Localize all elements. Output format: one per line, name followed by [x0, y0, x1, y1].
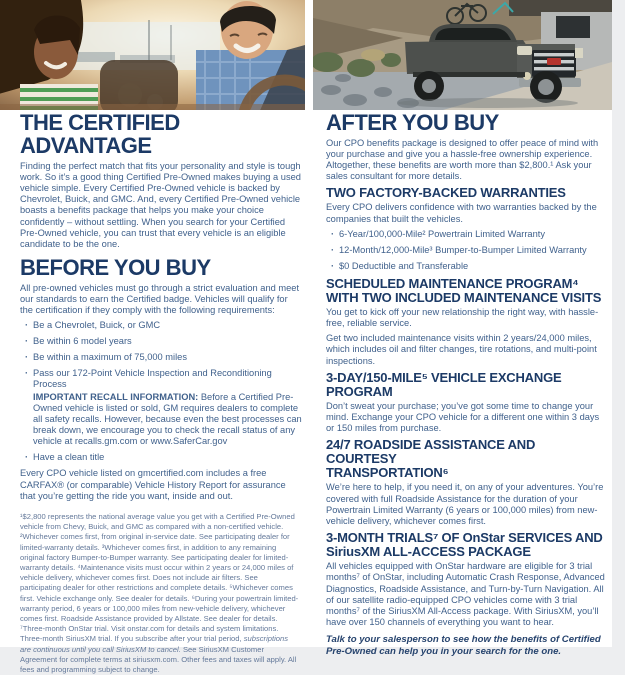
requirement-item: [20, 352, 303, 363]
roadside-heading: 24/7 ROADSIDE ASSISTANCE AND COURTESY TRANSPORTATION⁶: [326, 437, 536, 481]
requirement-item: [20, 320, 303, 331]
footnote-6: ⁶During your powertrain limited-warranty period, 6 years or 100,000 miles from new-vehicle delivery, whichever comes first. Roadside Assistance provided by Allstate. See dealer for details.: [20, 593, 299, 624]
carfax-paragraph: Every CPO vehicle listed on gmcertified.com includes a free CARFAX® (or comparable) Vehicle History Report for assurance that you’re getting the ride you want, inside and out.: [20, 468, 286, 501]
requirement-item: [20, 336, 303, 347]
requirement-text: Be a Chevrolet, Buick, or GMC: [33, 320, 161, 331]
warranty-text: $0 Deductible and Transferable: [339, 260, 469, 271]
section-roadside: [326, 438, 608, 527]
requirement-text: Be within 6 model years: [33, 336, 132, 347]
section-maintenance: [326, 277, 608, 367]
before-you-buy-intro: All pre-owned vehicles must go through a strict evaluation and meet our standards to earn the Certified badge. Vehicles will qualify for the certification if they comply with the following requirements:: [20, 282, 300, 316]
warranties-list: [326, 229, 608, 272]
warranties-paragraph: Every CPO delivers confidence with two warranties backed by the companies that built the vehicles.: [326, 202, 597, 224]
right-column: [326, 111, 608, 662]
gmc-truck-photo: [313, 0, 612, 110]
warranty-text: 6-Year/100,000-Mile² Powertrain Limited Warranty: [339, 228, 545, 239]
requirements-list: [20, 320, 303, 463]
roadside-paragraph: We’re here to help, if you need it, on any of your adventures. You’re covered with full Roadside Assistance for the duration of your Powertrain Limited Warranty (6 years or 100,000 miles) from new-vehicle delivery, whichever comes first.: [326, 482, 604, 526]
footnote-5: ⁵Whichever comes first. Vehicle exchange only. See dealer for details.: [20, 583, 293, 603]
footnotes: [20, 512, 299, 675]
exchange-heading: 3-DAY/150-MILE⁵ VEHICLE EXCHANGE PROGRAM: [326, 369, 562, 399]
couple-in-car-photo: [0, 0, 305, 110]
trials-paragraph: All vehicles equipped with OnStar hardware are eligible for 3 trial months⁷ of OnStar, including Automatic Crash Response, Advanced Diagnostics, Roadside Assistance, and Turn-by-Turn Navigation. All of our satellite radio-equipped CPO vehicles come with 3 trial months⁷ of the SiriusXM All-Access package. With SiriusXM, you’ll have over 150 channels of everything you want to hear.: [326, 561, 605, 628]
trials-heading: 3-MONTH TRIALS⁷ OF OnStar SERVICES AND SiriusXM ALL-ACCESS PACKAGE: [326, 530, 603, 560]
left-column: [20, 111, 303, 506]
footnote-7: ⁷Three-month OnStar trial. Visit onstar.com for details and system limitations. Three-month SiriusXM trial. If you subscribe after your trial period,: [20, 624, 279, 644]
maintenance-paragraph: Get two included maintenance visits within 2 years/24,000 miles, which includes oil and filter changes, tire rotations, and multi-point inspections.: [326, 333, 597, 366]
section-trials: [326, 531, 608, 628]
footnote-3: ³Whichever comes first, in addition to any remaining original factory Bumper-to-Bumper warranty. See participating dealer for limited-warranty details.: [20, 542, 289, 573]
footnote-4: ⁴Maintenance visits must occur within 2 years or 24,000 miles of vehicle delivery, whichever comes first. Does not include air filters. See participating dealer for other restrictions and complete details.: [20, 563, 294, 593]
maintenance-paragraph: You get to kick off your new relationship the right way, with hassle-free, reliable service.: [326, 306, 599, 328]
section-title-certified-advantage: THE CERTIFIED ADVANTAGE: [20, 110, 180, 158]
recall-label: IMPORTANT RECALL INFORMATION:: [33, 391, 199, 402]
section-exchange: [326, 371, 608, 435]
requirement-item: [20, 368, 303, 447]
section-title-before-you-buy: BEFORE YOU BUY: [20, 255, 211, 281]
requirement-text: Be within a maximum of 75,000 miles: [33, 352, 187, 363]
requirement-item: [20, 452, 303, 463]
certified-advantage-paragraph: Finding the perfect match that fits your personality and style is tough work. So it’s a good thing Certified Pre-Owned makes buying a used vehicle simple. Every Certified Pre-Owned vehicle is backed by Chevrolet, Buick, and GMC. And, every Certified Pre-Owned vehicle boasts a benefits package that helps you make your choice confidently – without settling. When you search for your Certified Pre-Owned vehicle, you can trust that every vehicle is an eligible candidate to be the one.: [20, 160, 301, 249]
exchange-paragraph: Don’t sweat your purchase; you’ve got some time to change your mind. Exchange your CPO vehicle for a different one within 3 days or 150 miles from purchase.: [326, 400, 600, 434]
section-warranties: [326, 186, 608, 272]
warranties-heading: TWO FACTORY-BACKED WARRANTIES: [326, 185, 566, 201]
after-you-buy-intro: Our CPO benefits package is designed to offer peace of mind with your purchase and give you a hassle-free ownership experience. Altogether, these benefits are worth more than $2,800.¹ Ask your sales consultant for more details.: [326, 137, 599, 182]
couple-in-car-illustration: [0, 0, 305, 110]
gmc-truck-illustration: [313, 0, 612, 110]
footnote-1: ¹$2,800 represents the national average value you get with a Certified Pre-Owned vehicle from Chevy, Buick, and GMC as compared with a non-certified vehicle.: [20, 512, 295, 532]
recall-text: Before a Certified Pre-Owned vehicle is listed or sold, GM requires dealers to complete all safety recalls. However, because even the best processes can break down, we encourage you to check the recall status of any vehicle at recalls.gm.com or www.SaferCar.gov: [33, 391, 302, 447]
requirement-text: Pass our 172-Point Vehicle Inspection and Reconditioning Process: [33, 368, 272, 390]
footnote-7-end: See SiriusXM Customer Agreement for complete terms at siriusxm.com. Other fees and taxes will apply. All fees and programming subject to change.: [20, 644, 297, 675]
section-title-after-you-buy: AFTER YOU BUY: [326, 110, 499, 135]
footnote-7-italic: subscriptions are continuous until you call SiriusXM to cancel.: [20, 634, 289, 654]
warranty-item: [326, 229, 608, 240]
warranty-item: [326, 261, 608, 272]
requirement-text: Have a clean title: [33, 452, 105, 463]
maintenance-heading: SCHEDULED MAINTENANCE PROGRAM⁴ WITH TWO INCLUDED MAINTENANCE VISITS: [326, 275, 602, 305]
recall-information: [33, 392, 303, 448]
warranty-item: [326, 245, 608, 256]
warranty-text: 12-Month/12,000-Mile³ Bumper-to-Bumper Limited Warranty: [339, 244, 587, 255]
footnote-2: ²Whichever comes first, from original in-service date. See participating dealer for limited-warranty details.: [20, 532, 290, 552]
salesperson-callout: Talk to your salesperson to see how the benefits of Certified Pre-Owned can help you in your search for the one.: [326, 634, 601, 657]
